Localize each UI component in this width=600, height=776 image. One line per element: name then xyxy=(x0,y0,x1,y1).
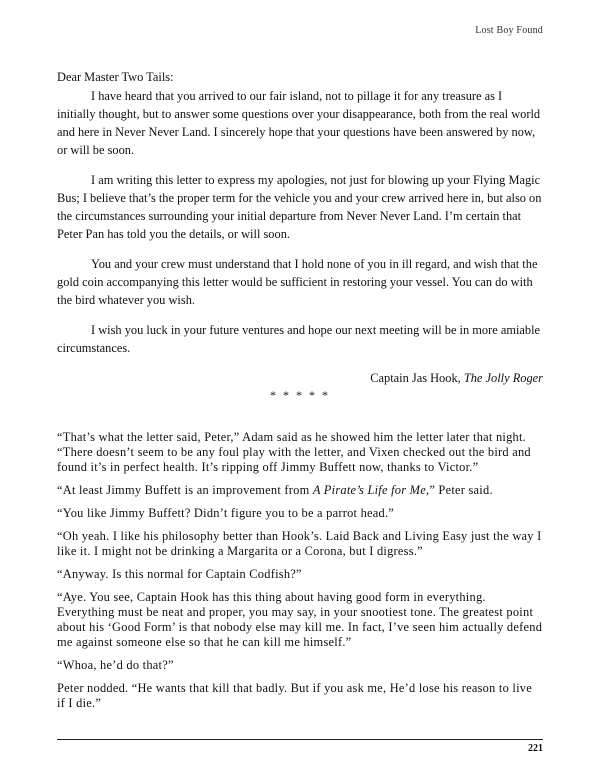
page-number: 221 xyxy=(528,743,543,754)
letter-paragraph: I have heard that you arrived to our fair island, not to pillage it for any treasure as I initially thought, but to answer some questions over your disappearance, both from the real world and here in Never Never Land. I sincerely hope that your questions have been answered by now, or will be soon. xyxy=(57,89,541,157)
story-paragraph: “Anyway. Is this normal for Captain Codfish?” xyxy=(57,567,302,581)
letter-salutation: Dear Master Two Tails: xyxy=(57,70,174,84)
story-paragraph xyxy=(57,483,543,498)
story-paragraph: “Aye. You see, Captain Hook has this thing about having good form in everything. Everything must be neat and proper, you may say, in your snootiest tone. The greatest point about his ‘Good Form’ is that nobody else may kill me. In fact, I’ve seen him actually defend me against someone else so that he can kill me himself.” xyxy=(57,590,543,649)
story-block xyxy=(57,430,543,719)
story-paragraph: “You like Jimmy Buffett? Didn’t figure you to be a parrot head.” xyxy=(57,506,395,520)
story-paragraph: “Oh yeah. I like his philosophy better than Hook’s. Laid Back and Living Easy just the way I like it. I might not be drinking a Margarita or a Corona, but I digress.” xyxy=(57,529,542,558)
section-separator: * * * * * xyxy=(270,388,330,402)
letter-paragraph: You and your crew must understand that I hold none of you in ill regard, and wish that the gold coin accompanying this letter would be sufficient in restoring your vessel. You can do with the bird whatever you wish. xyxy=(57,257,538,307)
letter-paragraph: I am writing this letter to express my apologies, not just for blowing up your Flying Magic Bus; I believe that’s the proper term for the vehicle you and your crew arrived here in, but also on the circumstances surrounding your initial departure from Never Never Land. I’m certain that Peter Pan has told you the details, or will soon. xyxy=(57,173,542,241)
letter-signature xyxy=(57,369,543,387)
running-head: Lost Boy Found xyxy=(475,25,543,36)
song-title: A Pirate’s Life for Me, xyxy=(312,483,430,497)
footer-rule xyxy=(57,739,543,740)
letter-paragraph: I wish you luck in your future ventures and hope our next meeting will be in more amiable circumstances. xyxy=(57,323,541,355)
story-text: “At least Jimmy Buffett is an improvement from xyxy=(57,483,313,497)
story-paragraph: “Whoa, he’d do that?” xyxy=(57,658,174,672)
signature-name: Captain Jas Hook, xyxy=(370,371,464,385)
letter-block xyxy=(57,68,543,399)
story-text: ” Peter said. xyxy=(429,483,493,497)
story-paragraph: “That’s what the letter said, Peter,” Adam said as he showed him the letter later that night. “There doesn’t seem to be any foul play with the letter, and Vixen checked out the bird and found it’s in perfect health. It’s ripping off Jimmy Buffett now, thanks to Victor.” xyxy=(57,430,531,474)
story-paragraph: Peter nodded. “He wants that kill that badly. But if you ask me, He’d lose his reason to live if I die.” xyxy=(57,681,532,710)
signature-ship: The Jolly Roger xyxy=(463,371,543,385)
